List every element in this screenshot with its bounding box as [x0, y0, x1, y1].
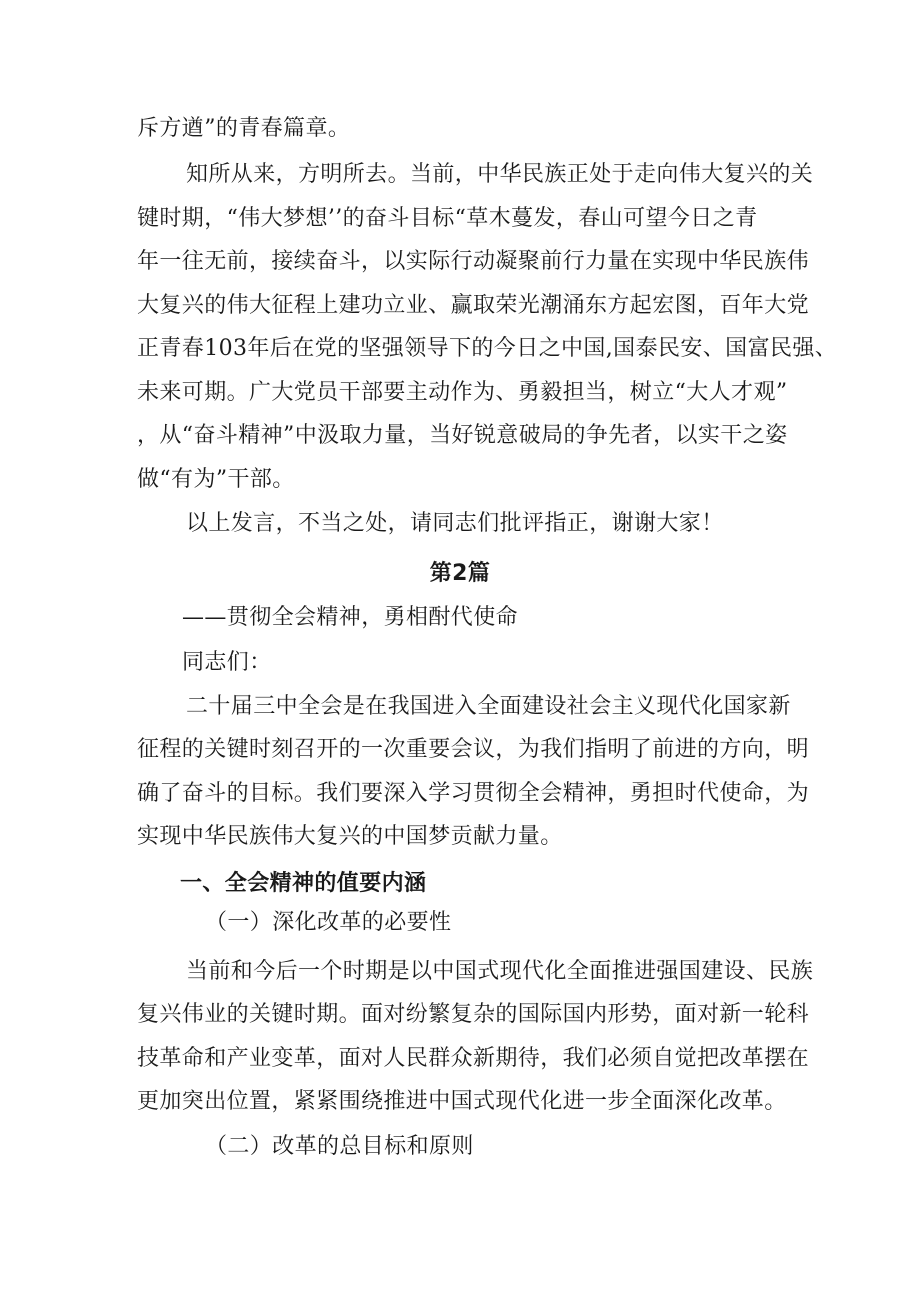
heading-level-2: （一）深化改革的必要性 [205, 910, 452, 935]
heading-level-1: 一、全会精神的值要内涵 [180, 871, 427, 896]
paragraph-line: 实现中华民族伟大复兴的中国梦贡献力量。 [137, 824, 563, 849]
paragraph-line: ，从“奋斗精神”中汲取力量，当好锐意破局的争先者，以实干之姿 [137, 423, 788, 448]
paragraph-line: 年一往无前，接续奋斗，以实际行动凝聚前行力量在实现中华民族伟 [137, 249, 810, 274]
paragraph-line: 二十届三中全会是在我国进入全面建设社会主义现代化国家新 [186, 694, 791, 719]
paragraph-line: 更加突出位置，紧紧围绕推进中国式现代化进一步全面深化改革。 [137, 1089, 787, 1114]
heading-level-2: （二）改革的总目标和原则 [205, 1134, 474, 1159]
paragraph-line: 键时期，“伟大梦想’’的奋斗目标“草木蔓发，春山可望今日之青 [137, 206, 758, 231]
section-title: 第2篇 [429, 561, 491, 586]
paragraph-line: 斥方遒”的青春篇章。 [137, 116, 351, 141]
salutation: 同志们： [182, 650, 272, 675]
paragraph-line: 正青春103年后在党的坚强领导下的今日之中国,国泰民安、国富民强、 [137, 336, 838, 361]
paragraph-line: 未来可期。广大党员干部要主动作为、勇毅担当，树立“大人才观” [137, 380, 788, 405]
paragraph-line: 复兴伟业的关键时期。面对纷繁复杂的国际国内形势，面对新一轮科 [137, 1002, 810, 1027]
paragraph-line: 确了奋斗的目标。我们要深入学习贯彻全会精神，勇担时代使命，为 [137, 781, 810, 806]
paragraph-line: 做“有为”干部。 [137, 467, 295, 492]
closing-remark: 以上发言，不当之处，请同志们批评指正，谢谢大家！ [186, 511, 724, 536]
paragraph-line: 征程的关键时刻召开的一次重要会议，为我们指明了前进的方向，明 [137, 737, 810, 762]
paragraph-line: 当前和今后一个时期是以中国式现代化全面推进强国建设、民族 [186, 959, 814, 984]
subtitle: ——贯彻全会精神，勇相酎代使命 [182, 605, 519, 630]
paragraph-line: 技革命和产业变革，面对人民群众新期待，我们必须自觉把改革摆在 [137, 1046, 810, 1071]
paragraph-line: 大复兴的伟大征程上建功立业、赢取荣光潮涌东方起宏图，百年大党 [137, 293, 810, 318]
paragraph-line: 知所从来，方明所去。当前，中华民族正处于走向伟大复兴的关 [186, 162, 814, 187]
